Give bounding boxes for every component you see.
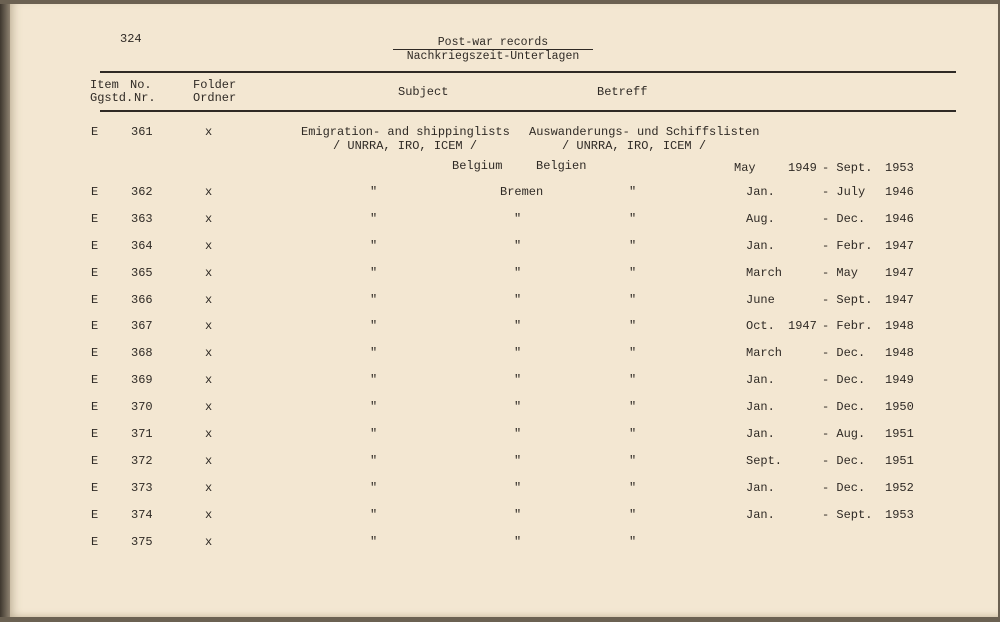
place-ditto: "	[514, 373, 522, 387]
item-code: E	[91, 535, 99, 549]
date-end-year: 1951	[885, 454, 914, 468]
item-code: E	[91, 373, 99, 387]
date-end-month: - Sept.	[822, 293, 873, 307]
header-title-en: Post-war records	[437, 36, 549, 49]
subject-ditto: "	[370, 454, 378, 468]
item-code: E	[91, 481, 99, 495]
date-start-month: Jan.	[746, 508, 775, 522]
folder-mark: x	[205, 293, 213, 307]
col-header-folder-en: Folder	[193, 78, 237, 92]
subject-ditto: "	[370, 400, 378, 414]
date-end-year: 1946	[885, 185, 914, 199]
header-top-rule	[100, 71, 956, 73]
date-end-month: - July	[822, 185, 866, 199]
subject-ditto: "	[370, 319, 378, 333]
date-start-month: June	[746, 293, 775, 307]
record-number: 373	[131, 481, 153, 495]
betreff-ditto: "	[629, 508, 637, 522]
date-end-year: 1950	[885, 400, 914, 414]
date-end-year: 1947	[885, 293, 914, 307]
document-page	[10, 4, 998, 617]
col-header-no	[130, 79, 156, 105]
place-ditto: "	[514, 535, 522, 549]
subject-ditto: "	[370, 508, 378, 522]
folder-mark: x	[205, 185, 213, 199]
folder-mark: x	[205, 346, 213, 360]
col-header-item-de: Ggstd.	[90, 91, 134, 105]
record-number: 372	[131, 454, 153, 468]
date-start-year: 1947	[788, 319, 817, 333]
date-end-year: 1948	[885, 319, 914, 333]
date-end-month: - Febr.	[822, 239, 873, 253]
record-number: 365	[131, 266, 153, 280]
folder-mark: x	[205, 454, 213, 468]
header-title-de: Nachkriegszeit-Unterlagen	[393, 49, 593, 63]
subject-ditto: "	[370, 212, 378, 226]
date-end-month: - Dec.	[822, 454, 866, 468]
subject-ditto: "	[370, 266, 378, 280]
betreff-ditto: "	[629, 346, 637, 360]
col-header-folder	[193, 79, 236, 105]
date-start-month: Oct.	[746, 319, 775, 333]
item-code: E	[91, 125, 99, 139]
subject-ditto: "	[370, 185, 378, 199]
date-end-month: - Sept.	[822, 508, 873, 522]
record-number: 366	[131, 293, 153, 307]
place-de: Belgien	[536, 159, 587, 173]
record-number: 361	[131, 125, 153, 139]
book-spine-edge	[0, 4, 10, 617]
folder-mark: x	[205, 508, 213, 522]
betreff-ditto: "	[629, 212, 637, 226]
folder-mark: x	[205, 212, 213, 226]
folder-mark: x	[205, 400, 213, 414]
date-end-month: - May	[822, 266, 859, 280]
date-end-month: - Dec.	[822, 346, 866, 360]
date-end-year: 1947	[885, 239, 914, 253]
date-end-year: 1953	[885, 161, 914, 175]
col-header-item	[90, 79, 133, 105]
folder-mark: x	[205, 427, 213, 441]
place-ditto: "	[514, 427, 522, 441]
date-end-month: - Dec.	[822, 373, 866, 387]
place-ditto: "	[514, 400, 522, 414]
item-code: E	[91, 400, 99, 414]
item-code: E	[91, 266, 99, 280]
folder-mark: x	[205, 125, 213, 139]
place-ditto: "	[514, 212, 522, 226]
date-end-month: - Sept.	[822, 161, 873, 175]
date-end-year: 1953	[885, 508, 914, 522]
record-number: 362	[131, 185, 153, 199]
betreff-text-line1: Auswanderungs- und Schiffslisten	[529, 125, 760, 139]
folder-mark: x	[205, 373, 213, 387]
date-end-month: - Aug.	[822, 427, 866, 441]
date-start-month: May	[734, 161, 756, 175]
record-number: 364	[131, 239, 153, 253]
betreff-ditto: "	[629, 239, 637, 253]
betreff-ditto: "	[629, 481, 637, 495]
place-ditto: "	[514, 454, 522, 468]
betreff-ditto: "	[629, 535, 637, 549]
col-header-subject: Subject	[398, 85, 449, 99]
col-header-item-en: Item	[90, 78, 119, 92]
date-end-year: 1947	[885, 266, 914, 280]
date-start-month: Jan.	[746, 185, 775, 199]
date-start-month: Jan.	[746, 481, 775, 495]
date-end-month: - Febr.	[822, 319, 873, 333]
item-code: E	[91, 239, 99, 253]
item-code: E	[91, 346, 99, 360]
place-ditto: "	[514, 239, 522, 253]
date-start-month: Jan.	[746, 239, 775, 253]
date-start-month: Jan.	[746, 427, 775, 441]
folder-mark: x	[205, 319, 213, 333]
date-end-month: - Dec.	[822, 212, 866, 226]
page-header	[393, 36, 593, 63]
place-name: Bremen	[500, 185, 544, 199]
subject-text-line1: Emigration- and shippinglists	[301, 125, 510, 139]
subject-ditto: "	[370, 239, 378, 253]
date-start-year: 1949	[788, 161, 817, 175]
date-start-month: Jan.	[746, 373, 775, 387]
item-code: E	[91, 293, 99, 307]
place-ditto: "	[514, 319, 522, 333]
record-number: 363	[131, 212, 153, 226]
place-ditto: "	[514, 293, 522, 307]
item-code: E	[91, 185, 99, 199]
record-number: 371	[131, 427, 153, 441]
subject-ditto: "	[370, 481, 378, 495]
place-en: Belgium	[452, 159, 503, 173]
betreff-ditto: "	[629, 373, 637, 387]
betreff-ditto: "	[629, 319, 637, 333]
date-start-month: Aug.	[746, 212, 775, 226]
date-start-month: March	[746, 266, 783, 280]
item-code: E	[91, 454, 99, 468]
place-ditto: "	[514, 346, 522, 360]
date-end-month: - Dec.	[822, 481, 866, 495]
col-header-betreff: Betreff	[597, 85, 648, 99]
date-end-month: - Dec.	[822, 400, 866, 414]
item-code: E	[91, 319, 99, 333]
item-code: E	[91, 508, 99, 522]
record-number: 374	[131, 508, 153, 522]
subject-text-line2: / UNRRA, IRO, ICEM /	[333, 139, 478, 153]
subject-ditto: "	[370, 293, 378, 307]
place-ditto: "	[514, 481, 522, 495]
betreff-ditto: "	[629, 293, 637, 307]
subject-ditto: "	[370, 535, 378, 549]
record-number: 369	[131, 373, 153, 387]
date-start-month: Jan.	[746, 400, 775, 414]
folder-mark: x	[205, 266, 213, 280]
record-number: 375	[131, 535, 153, 549]
betreff-ditto: "	[629, 185, 637, 199]
date-start-month: Sept.	[746, 454, 783, 468]
betreff-text-line2: / UNRRA, IRO, ICEM /	[562, 139, 707, 153]
betreff-ditto: "	[629, 454, 637, 468]
betreff-ditto: "	[629, 400, 637, 414]
date-end-year: 1952	[885, 481, 914, 495]
place-ditto: "	[514, 266, 522, 280]
betreff-ditto: "	[629, 266, 637, 280]
date-start-month: March	[746, 346, 783, 360]
col-header-folder-de: Ordner	[193, 91, 237, 105]
folder-mark: x	[205, 239, 213, 253]
date-end-year: 1951	[885, 427, 914, 441]
subject-ditto: "	[370, 373, 378, 387]
betreff-ditto: "	[629, 427, 637, 441]
header-bottom-rule	[100, 110, 956, 112]
folder-mark: x	[205, 481, 213, 495]
subject-ditto: "	[370, 346, 378, 360]
page-number: 324	[120, 32, 142, 46]
record-number: 370	[131, 400, 153, 414]
col-header-no-de: Nr.	[134, 91, 156, 105]
date-end-year: 1949	[885, 373, 914, 387]
item-code: E	[91, 212, 99, 226]
date-end-year: 1946	[885, 212, 914, 226]
place-ditto: "	[514, 508, 522, 522]
col-header-no-en: No.	[130, 78, 152, 92]
subject-ditto: "	[370, 427, 378, 441]
record-number: 368	[131, 346, 153, 360]
folder-mark: x	[205, 535, 213, 549]
item-code: E	[91, 427, 99, 441]
date-end-year: 1948	[885, 346, 914, 360]
record-number: 367	[131, 319, 153, 333]
